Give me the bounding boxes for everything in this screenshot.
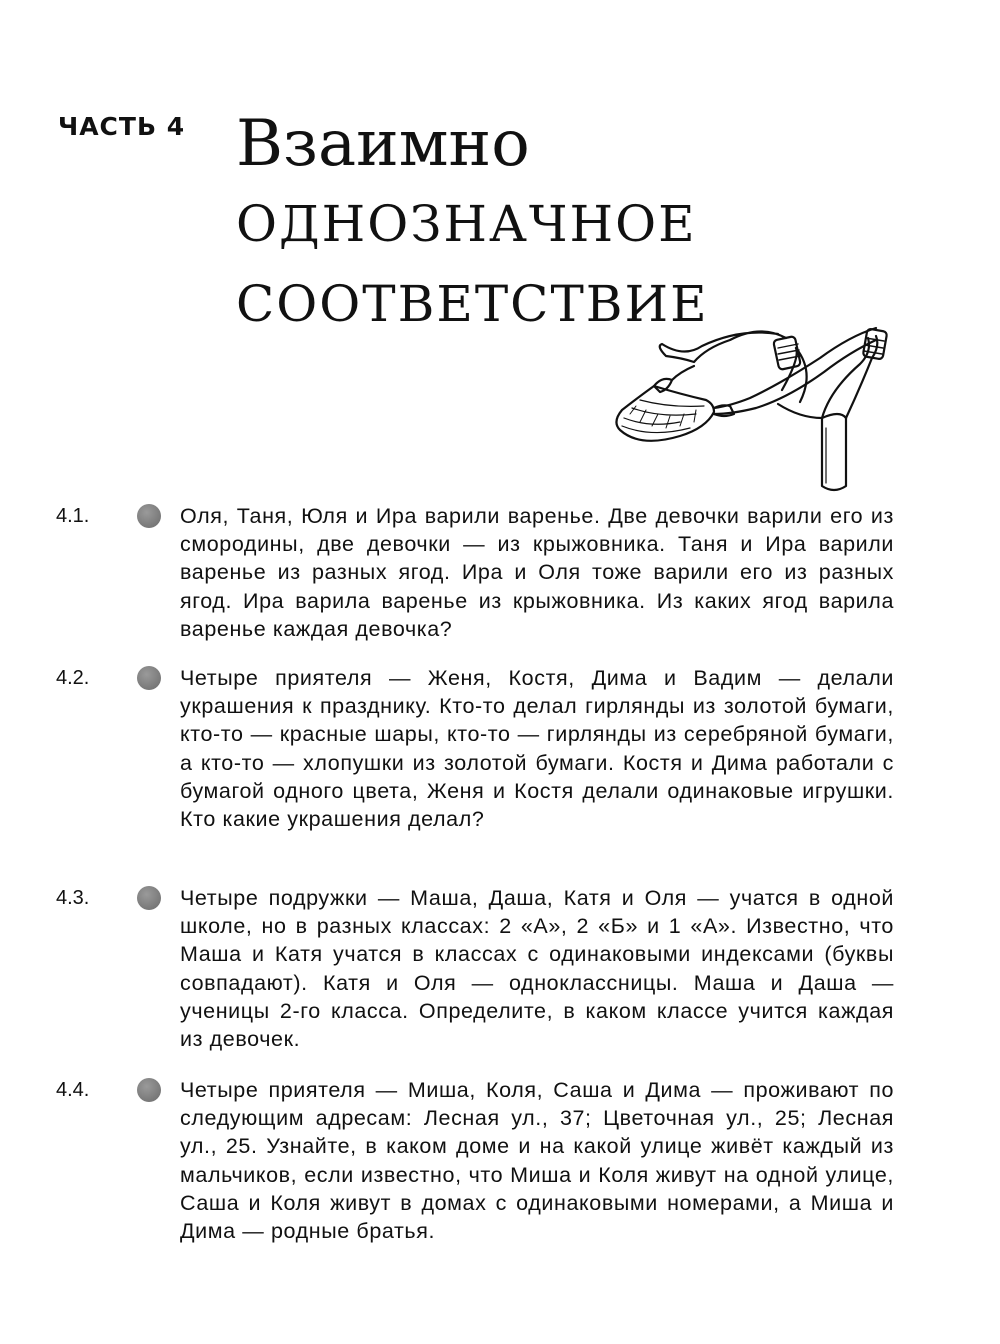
title-line-2: ОДНОЗНАЧНОЕ: [236, 195, 697, 253]
title-line-1: Взаимно: [236, 107, 530, 181]
difficulty-dot-icon: [137, 666, 161, 690]
part-label: ЧАСТЬ 4: [58, 112, 186, 141]
problem-number: 4.1.: [56, 505, 90, 527]
problem-text: Четыре приятеля — Миша, Коля, Саша и Дима — проживают по следующим адресам: Лесная ул., 37; Цветочная ул., 25; Лесная ул., 25. Узнайте, в каком доме и на какой улице живёт каждый из мальчиков, если известно, что Миша и Коля живут на одной улице, Саша и Коля живут в домах с одинаковыми номерами, а Миша и Дима — родные братья.: [180, 1078, 894, 1244]
problem-text: Четыре приятеля — Женя, Костя, Дима и Вадим — делали украшения к празднику. Кто-то делал гирлянды из золотой бумаги, кто-то — красные шары, кто-то — гирлянды из серебряной бумаги, а кто-то — хлопушки из золотой бумаги. Костя и Дима работали с бумагой одного цвета, Женя и Костя делали одинаковые игрушки. Кто какие украшения делал?: [180, 666, 894, 832]
problem-number: 4.3.: [56, 887, 90, 909]
chapter-title: [236, 104, 709, 344]
difficulty-dot-icon: [137, 1078, 161, 1102]
difficulty-dot-icon: [137, 504, 161, 528]
problem-number: 4.2.: [56, 667, 90, 689]
problem-number: 4.4.: [56, 1079, 90, 1101]
title-line-3: СООТВЕТСТВИЕ: [236, 275, 709, 333]
slingshot-illustration: [610, 318, 900, 498]
problem-text: Четыре подружки — Маша, Даша, Катя и Оля — учатся в одной школе, но в разных классах: 2 «А», 2 «Б» и 1 «А». Известно, что Маша и Катя учатся в классах с одинаковыми индексами (буквы совпадают). Катя и Оля — одноклассницы. Маша и Даша — ученицы 2-го класса. Определите, в каком классе учится каждая из девочек.: [180, 886, 894, 1052]
problem-text: Оля, Таня, Юля и Ира варили варенье. Две девочки варили его из смородины, две девочки — из крыжовника. Таня и Ира варили варенье из разных ягод. Ира и Оля тоже варили его из разных ягод. Ира варила варенье из крыжовника. Из каких ягод варила варенье каждая девочка?: [180, 504, 894, 641]
difficulty-dot-icon: [137, 886, 161, 910]
